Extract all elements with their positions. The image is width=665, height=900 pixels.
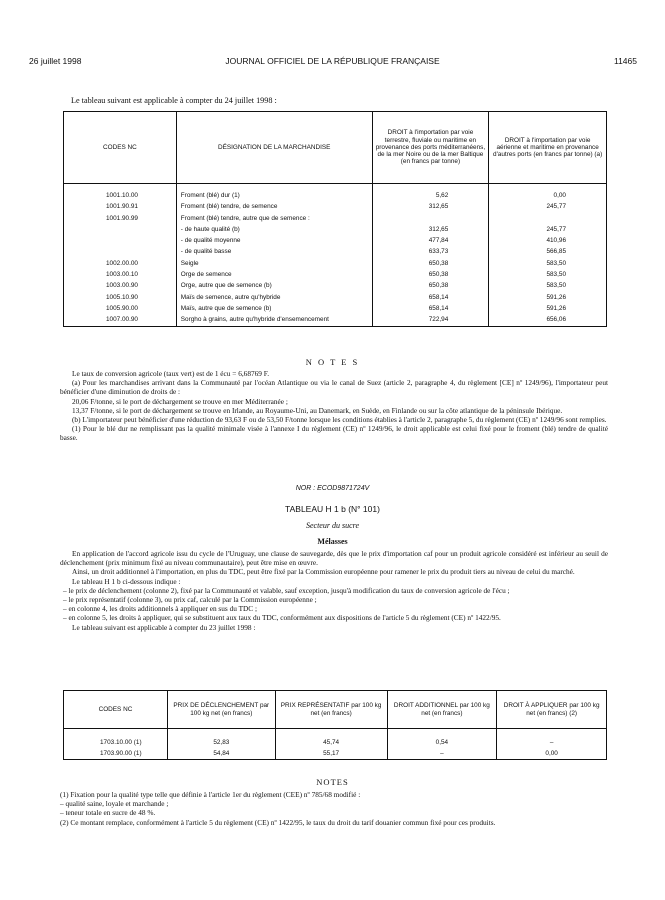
col-header-prix-declenchement: PRIX DE DÉCLENCHEMENT par 100 kg net (en francs) bbox=[167, 691, 275, 729]
cell-droit-autres-ports: 583,50 bbox=[489, 269, 607, 280]
cell-droit-additionnel: 0,54 bbox=[387, 737, 497, 748]
cell-code bbox=[64, 235, 177, 246]
table-melasses bbox=[63, 690, 607, 760]
section-heading: Mélasses bbox=[317, 537, 348, 546]
cell-code: 1001.10.00 bbox=[64, 190, 177, 201]
cell-code-nc: 1703.90.00 (1) bbox=[64, 748, 168, 760]
cell-designation: - de qualité basse bbox=[176, 246, 372, 257]
bullet-colonne-5: – en colonne 5, les droits à appliquer, qui se substituent aux taux du TDC, conformément aux dispositions de l'article 5 du règlement (CE) nº 1422/95. bbox=[63, 613, 501, 623]
cell-droit-mediterranee: 650,38 bbox=[372, 269, 489, 280]
note-b: (b) L'importateur peut bénéficier d'une réduction de 93,63 F ou de 53,50 F/tonne lorsque les conditions établies à l'article 2, paragraphe 5, du règlement (CE) nº 1249/96 sont remplies. bbox=[72, 415, 607, 425]
cell-droit-autres-ports: 245,77 bbox=[489, 224, 607, 235]
table-droits-cereales bbox=[63, 111, 607, 327]
cell-code: 1003.00.10 bbox=[64, 269, 177, 280]
cell-code: 1001.90.91 bbox=[64, 201, 177, 212]
cell-designation: Sorgho à grains, autre qu'hybride d'ensemencement bbox=[176, 314, 372, 326]
header-page-number: 11465 bbox=[613, 56, 637, 66]
cell-code: 1005.90.00 bbox=[64, 303, 177, 314]
table-row bbox=[64, 280, 607, 291]
intro-table2: Le tableau suivant est applicable à compter du 23 juillet 1998 : bbox=[72, 622, 256, 632]
cell-droit-mediterranee bbox=[372, 213, 489, 224]
cell-droit-autres-ports: 566,85 bbox=[489, 246, 607, 257]
section-title: TABLEAU H 1 b (N° 101) bbox=[285, 504, 380, 514]
note2-2: (2) Ce montant remplace, conformément à l'article 5 du règlement (CE) nº 1422/95, le taux du droit du tarif douanier commun fixé pour ces produits. bbox=[60, 817, 496, 827]
para-tableau-indique: Le tableau H 1 b ci-dessous indique : bbox=[72, 576, 181, 586]
table-row bbox=[64, 190, 607, 201]
cell-droit-a-appliquer: 0,00 bbox=[497, 748, 607, 760]
cell-designation: - de haute qualité (b) bbox=[176, 224, 372, 235]
cell-designation: Froment (blé) dur (1) bbox=[176, 190, 372, 201]
table-row bbox=[64, 303, 607, 314]
note-a-mediterranee: 20,06 F/tonne, si le port de déchargement se trouve en mer Méditerranée ; bbox=[72, 396, 288, 406]
col-header-prix-representatif: PRIX REPRÉSENTATIF par 100 kg net (en francs) bbox=[275, 691, 387, 729]
cell-designation: Orge de semence bbox=[176, 269, 372, 280]
header-date: 26 juillet 1998 bbox=[29, 56, 82, 66]
cell-droit-autres-ports: 583,50 bbox=[489, 280, 607, 291]
cell-droit-autres-ports: 245,77 bbox=[489, 201, 607, 212]
cell-designation: Froment (blé) tendre, autre que de semence : bbox=[176, 213, 372, 224]
cell-designation: Maïs, autre que de semence (b) bbox=[176, 303, 372, 314]
cell-droit-autres-ports bbox=[489, 213, 607, 224]
para-droit-additionnel: Ainsi, un droit additionnel à l'importation, en plus du TDC, peut être fixé par la Commission européenne pour ramener le prix du produit tiers au niveau de celui du marché. bbox=[72, 567, 575, 577]
table-row bbox=[64, 748, 607, 760]
nor-reference: NOR : ECOD9871724V bbox=[295, 485, 370, 492]
table-row bbox=[64, 213, 607, 224]
cell-droit-mediterranee: 658,14 bbox=[372, 303, 489, 314]
cell-code: 1001.90.99 bbox=[64, 213, 177, 224]
cell-droit-mediterranee: 312,65 bbox=[372, 201, 489, 212]
cell-designation: - de qualité moyenne bbox=[176, 235, 372, 246]
cell-droit-autres-ports: 656,06 bbox=[489, 314, 607, 326]
cell-droit-mediterranee: 658,14 bbox=[372, 292, 489, 303]
section-body bbox=[60, 549, 608, 632]
notes2-block bbox=[60, 790, 608, 827]
cell-droit-a-appliquer: – bbox=[497, 737, 607, 748]
col-header-droit-additionnel: DROIT ADDITIONNEL par 100 kg net (en francs) bbox=[387, 691, 497, 729]
bullet-colonne-4: – en colonne 4, les droits additionnels à appliquer en sus du TDC ; bbox=[63, 604, 258, 614]
note-a: (a) Pour les marchandises arrivant dans la Communauté par l'océan Atlantique ou via le canal de Suez (article 2, paragraphe 4, du règlement [CE] nº 1249/96), l'importateur peut bénéficier d'une diminution de droits de : bbox=[60, 378, 608, 397]
table-row bbox=[64, 258, 607, 269]
cell-code bbox=[64, 224, 177, 235]
note2-1: (1) Fixation pour la qualité type telle que définie à l'article 1er du règlement (CEE) nº 785/68 modifié : bbox=[60, 790, 361, 799]
cell-droit-mediterranee: 650,38 bbox=[372, 258, 489, 269]
cell-droit-autres-ports: 410,96 bbox=[489, 235, 607, 246]
header-journal: JOURNAL OFFICIEL DE LA RÉPUBLIQUE FRANÇAISE bbox=[225, 56, 440, 66]
table-row bbox=[64, 246, 607, 257]
table-row bbox=[64, 269, 607, 280]
cell-code-nc: 1703.10.00 (1) bbox=[64, 737, 168, 748]
cell-droit-autres-ports: 0,00 bbox=[489, 190, 607, 201]
cell-code: 1002.00.00 bbox=[64, 258, 177, 269]
cell-droit-mediterranee: 650,38 bbox=[372, 280, 489, 291]
bullet-prix-representatif: – le prix représentatif (colonne 3), ou prix caf, calculé par la Commission européenne ; bbox=[63, 595, 317, 605]
notes2-title: NOTES bbox=[316, 777, 349, 787]
table-row bbox=[64, 314, 607, 326]
notes-title: N O T E S bbox=[305, 357, 360, 367]
cell-designation: Froment (blé) tendre, de semence bbox=[176, 201, 372, 212]
cell-prix-representatif: 45,74 bbox=[275, 737, 387, 748]
cell-code: 1003.00.90 bbox=[64, 280, 177, 291]
col-header-codes-nc: CODES NC bbox=[64, 691, 168, 729]
table-row bbox=[64, 235, 607, 246]
note2-teneur: – teneur totale en sucre de 48 %. bbox=[60, 808, 156, 818]
intro-table1: Le tableau suivant est applicable à compter du 24 juillet 1998 : bbox=[71, 96, 277, 105]
cell-prix-declenchement: 54,84 bbox=[167, 748, 275, 760]
col-header-droit-autres-ports: DROIT à l'importation par voie aérienne et maritime en provenance d'autres ports (en francs par tonne) (a) bbox=[489, 112, 607, 184]
cell-prix-representatif: 55,17 bbox=[275, 748, 387, 760]
note2-qualite: – qualité saine, loyale et marchande ; bbox=[60, 799, 169, 809]
col-header-droit-a-appliquer: DROIT À APPLIQUER par 100 kg net (en francs) (2) bbox=[497, 691, 607, 729]
cell-droit-mediterranee: 312,65 bbox=[372, 224, 489, 235]
table-row bbox=[64, 737, 607, 748]
table-row bbox=[64, 224, 607, 235]
cell-code bbox=[64, 246, 177, 257]
cell-prix-declenchement: 52,83 bbox=[167, 737, 275, 748]
cell-droit-autres-ports: 591,26 bbox=[489, 292, 607, 303]
cell-droit-mediterranee: 477,84 bbox=[372, 235, 489, 246]
cell-droit-autres-ports: 591,26 bbox=[489, 303, 607, 314]
cell-designation: Orge, autre que de semence (b) bbox=[176, 280, 372, 291]
cell-code: 1007.00.90 bbox=[64, 314, 177, 326]
note-taux-conversion: Le taux de conversion agricole (taux vert) est de 1 écu = 6,68769 F. bbox=[72, 369, 270, 378]
cell-droit-autres-ports: 583,50 bbox=[489, 258, 607, 269]
cell-droit-mediterranee: 722,94 bbox=[372, 314, 489, 326]
para-clause-sauvegarde: En application de l'accord agricole issu du cycle de l'Uruguay, une clause de sauvegarde, dès que le prix d'importation caf pour un produit agricole considéré est inférieur au seuil de déclenchement (prix minimum fixé au niveau communautaire), peut être mise en œuvre. bbox=[60, 549, 608, 568]
notes-block bbox=[60, 369, 608, 443]
cell-droit-mediterranee: 633,73 bbox=[372, 246, 489, 257]
cell-droit-mediterranee: 5,62 bbox=[372, 190, 489, 201]
cell-designation: Maïs de semence, autre qu'hybride bbox=[176, 292, 372, 303]
col-header-codes: CODES NC bbox=[64, 112, 177, 184]
cell-designation: Seigle bbox=[176, 258, 372, 269]
bullet-prix-declenchement: – le prix de déclenchement (colonne 2), fixé par la Communauté et valable, sauf exception, jusqu'à modification du taux de conversion agricole de l'écu ; bbox=[63, 585, 510, 595]
note-1: (1) Pour le blé dur ne remplissant pas la qualité minimale visée à l'annexe I du règlement (CE) nº 1249/96, le droit applicable est celui fixé pour le froment (blé) tendre de qualité basse. bbox=[60, 424, 608, 443]
cell-droit-additionnel: – bbox=[387, 748, 497, 760]
col-header-droit-mediterranee: DROIT à l'importation par voie terrestre, fluviale ou maritime en provenance des ports méditerranéens, de la mer Noire ou de la mer Baltique (en francs par tonne) bbox=[372, 112, 489, 184]
col-header-designation: DÉSIGNATION DE LA MARCHANDISE bbox=[176, 112, 372, 184]
note-a-atlantique: 13,37 F/tonne, si le port de déchargement se trouve en Irlande, au Royaume-Uni, au Danemark, en Suède, en Finlande ou sur la côte atlantique de la péninsule Ibérique. bbox=[72, 405, 563, 415]
section-subtitle: Secteur du sucre bbox=[305, 521, 360, 530]
table-row bbox=[64, 201, 607, 212]
cell-code: 1005.10.90 bbox=[64, 292, 177, 303]
table-row bbox=[64, 292, 607, 303]
